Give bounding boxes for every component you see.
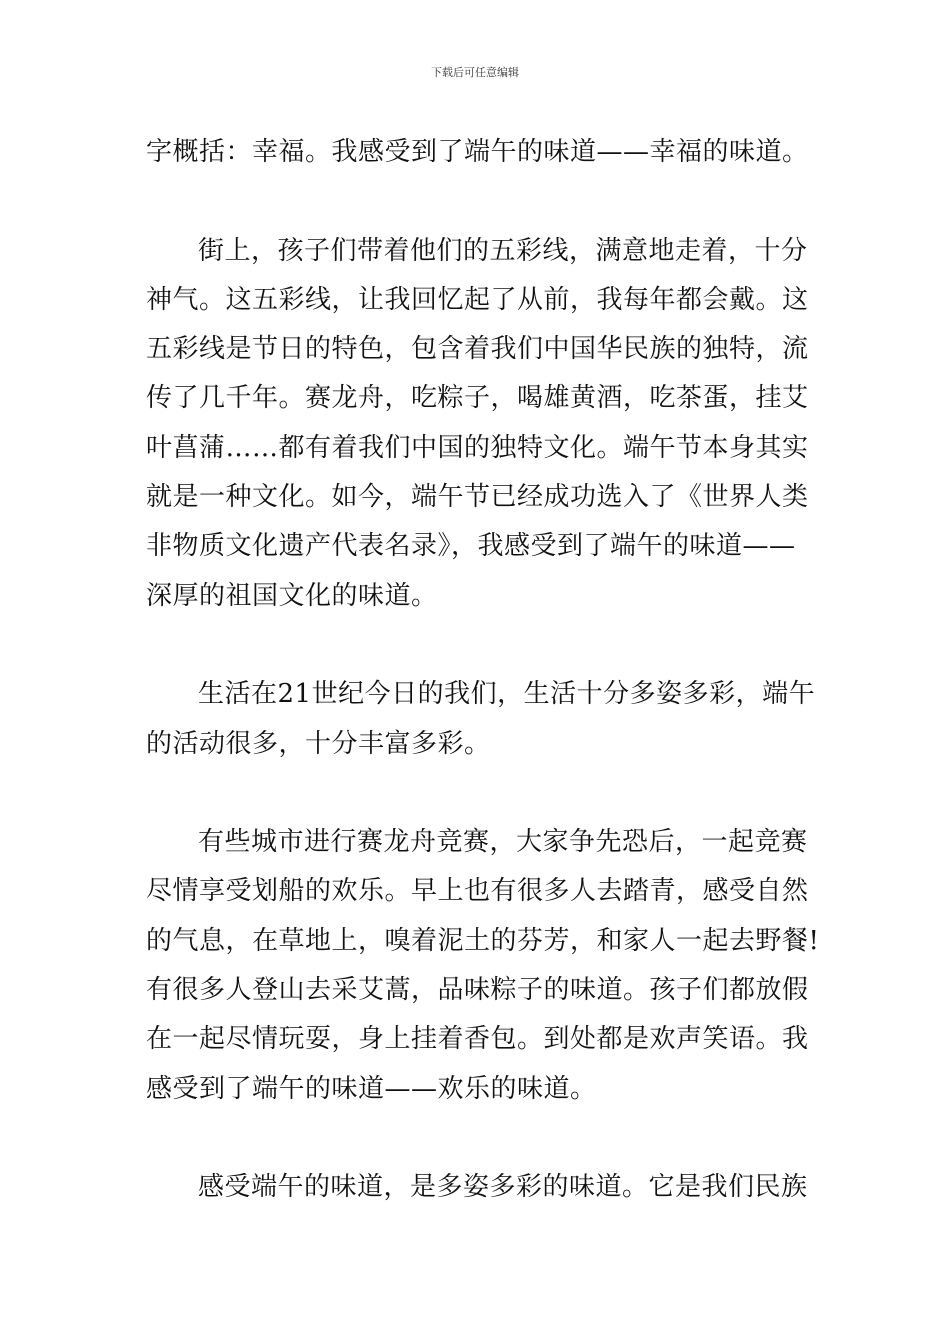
- text-line: 在一起尽情玩耍，身上挂着香包。到处都是欢声笑语。我: [146, 1024, 809, 1055]
- paragraph: [146, 818, 820, 1114]
- paragraph: [146, 1163, 806, 1212]
- text-line: 就是一种文化。如今，端午节已经成功选入了《世界人类: [146, 482, 809, 513]
- text-line: 深厚的祖国文化的味道。: [146, 580, 438, 611]
- text-line: 传了几千年。赛龙舟，吃粽子，喝雄黄酒，吃茶蛋，挂艾: [146, 383, 809, 414]
- text-line: 的气息，在草地上，嗅着泥土的芬芳，和家人一起去野餐!: [146, 925, 820, 956]
- text-line: 有些城市进行赛龙舟竞赛，大家争先恐后，一起竞赛: [198, 827, 808, 858]
- text-line: 街上，孩子们带着他们的五彩线，满意地走着，十分: [198, 235, 808, 266]
- text-line: 生活在21世纪今日的我们，生活十分多姿多彩，端午: [198, 679, 816, 710]
- text-line: 感受端午的味道，是多姿多彩的味道。它是我们民族: [198, 1172, 808, 1203]
- text-line: 尽情享受划船的欢乐。早上也有很多人去踏青，感受自然: [146, 876, 809, 907]
- document-body: [146, 128, 820, 1213]
- text-line: 有很多人登山去采艾蒿，品味粽子的味道。孩子们都放假: [146, 975, 809, 1006]
- text-line: 的活动很多，十分丰富多彩。: [146, 728, 491, 759]
- page-header: 下载后可任意编辑: [431, 66, 519, 79]
- paragraph: [146, 670, 816, 769]
- text-line: 非物质文化遗产代表名录》，我感受到了端午的味道——: [146, 531, 796, 562]
- text-line: 字概括：幸福。我感受到了端午的味道——幸福的味道。: [146, 137, 809, 167]
- paragraph: [146, 128, 809, 177]
- text-line: 叶菖蒲……都有着我们中国的独特文化。端午节本身其实: [146, 432, 809, 463]
- text-line: 神气。这五彩线，让我回忆起了从前，我每年都会戴。这: [146, 284, 809, 315]
- paragraph: [146, 227, 809, 621]
- text-line: 五彩线是节日的特色，包含着我们中国华民族的独特，流: [146, 334, 809, 365]
- text-line: 感受到了端午的味道——欢乐的味道。: [146, 1073, 597, 1104]
